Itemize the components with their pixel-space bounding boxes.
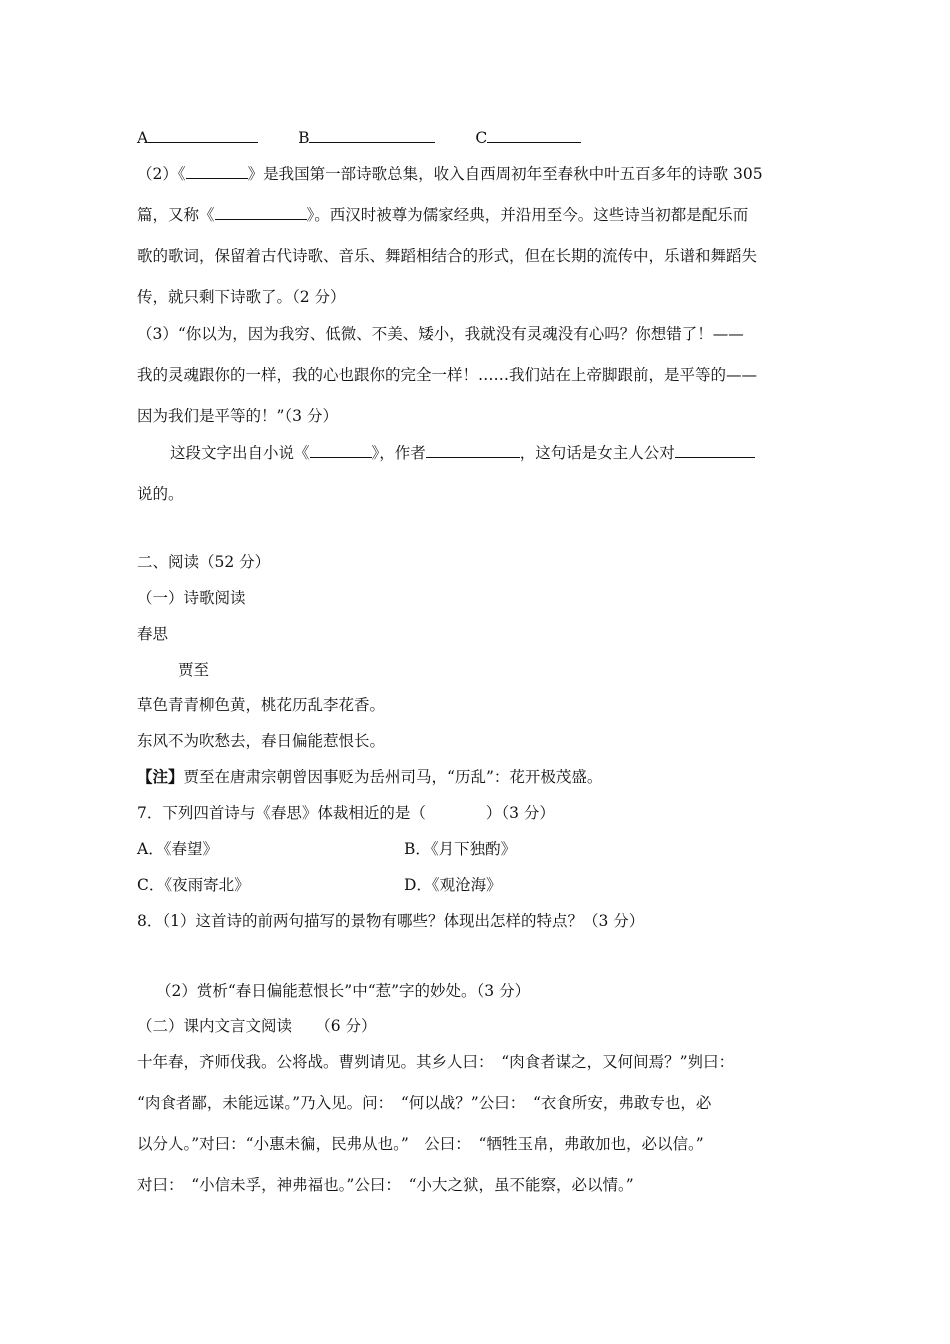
q3-line3: 因为我们是平等的！”（3 分） (137, 407, 338, 425)
passage-line-4: 对曰： “小信未孚，神弗福也。”公曰： “小大之狱，虽不能察，必以情。” (137, 1176, 634, 1194)
poem-note (137, 767, 602, 787)
q8-part2: （2）赏析“春日偏能惹恨长”中“惹”字的妙处。（3 分） (156, 982, 531, 1000)
q2-text-2a: 篇，又称《 (137, 206, 215, 224)
q3-fill-b: 》，作者 (371, 444, 426, 462)
blank-b-label: B (298, 129, 310, 147)
q3-fill-a: 这段文字出自小说《 (170, 444, 310, 462)
q7-option-c[interactable]: C．《夜雨寄北》 (137, 876, 250, 894)
blank-a[interactable] (148, 128, 258, 143)
q2-blank-2[interactable] (215, 205, 307, 220)
q2-prefix: （2）《 (137, 165, 186, 183)
blank-c-label: C (475, 129, 488, 147)
q8-part1: 8．（1）这首诗的前两句描写的景物有哪些？体现出怎样的特点？（3 分） (137, 912, 645, 930)
q3-fill-line (170, 443, 755, 463)
q2-line2 (137, 205, 748, 225)
passage-line-1: 十年春，齐师伐我。公将战。曹刿请见。其乡人曰： “肉食者谋之，又何间焉？”刿曰： (137, 1053, 735, 1071)
q7-option-a[interactable]: A．《春望》 (137, 840, 218, 858)
note-text: 贾至在唐肃宗朝曾因事贬为岳州司马，“历乱”：花开极茂盛。 (183, 768, 603, 786)
q2-text-2b: 》。西汉时被尊为儒家经典，并沿用至今。这些诗当初都是配乐而 (306, 206, 749, 224)
poem-title: 春思 (137, 625, 169, 643)
q7-stem-a: 7．下列四首诗与《春思》体裁相近的是（ (137, 804, 426, 822)
section2-title: 二、阅读（52 分） (137, 553, 271, 571)
blank-b[interactable] (309, 128, 435, 143)
poem-line-1: 草色青青柳色黄，桃花历乱李花香。 (137, 696, 386, 714)
q2-text-1: 》是我国第一部诗歌总集，收入自西周初年至春秋中叶五百多年的诗歌 305 (247, 165, 763, 183)
q3-blank-author[interactable] (426, 443, 520, 458)
q2-blank-1[interactable] (186, 164, 248, 179)
section2-sub1: （一）诗歌阅读 (137, 589, 246, 607)
q3-fill-end: 说的。 (137, 485, 184, 503)
q3-fill-c: ，这句话是女主人公对 (519, 444, 675, 462)
abc-blanks-line (137, 128, 581, 148)
q2-line4: 传，就只剩下诗歌了。（2 分） (137, 288, 346, 306)
poem-line-2: 东风不为吹愁去，春日偏能惹恨长。 (137, 732, 386, 750)
passage-line-2: “肉食者鄙，未能远谋。”乃入见。问： “何以战？”公曰： “衣食所安，弗敢专也，必 (137, 1094, 712, 1112)
poem-author: 贾至 (178, 661, 210, 679)
q2-line3: 歌的歌词，保留着古代诗歌、音乐、舞蹈相结合的形式，但在长期的流传中，乐谱和舞蹈失 (137, 247, 758, 265)
blank-c[interactable] (487, 128, 581, 143)
q3-blank-person[interactable] (675, 443, 755, 458)
q7-option-d[interactable]: D．《观沧海》 (404, 876, 502, 894)
q3-line2: 我的灵魂跟你的一样，我的心也跟你的完全一样！……我们站在上帝脚跟前，是平等的—— (137, 366, 758, 384)
blank-a-label: A (137, 129, 149, 147)
q3-line1: （3）“你以为，因为我穷、低微、不美、矮小，我就没有灵魂没有心吗？你想错了！—— (137, 325, 744, 343)
passage-line-3: 以分人。”对曰：“小惠未徧，民弗从也。” 公曰： “牺牲玉帛，弗敢加也，必以信。” (137, 1135, 704, 1153)
q7-stem-b: ）（3 分） (485, 804, 555, 822)
q7-stem (137, 803, 555, 823)
note-label: 【注】 (137, 767, 184, 786)
section2-sub2: （二）课内文言文阅读 （6 分） (137, 1017, 377, 1035)
q3-blank-novel[interactable] (310, 443, 372, 458)
q2-line1 (137, 164, 763, 184)
q7-option-b[interactable]: B．《月下独酌》 (404, 840, 517, 858)
